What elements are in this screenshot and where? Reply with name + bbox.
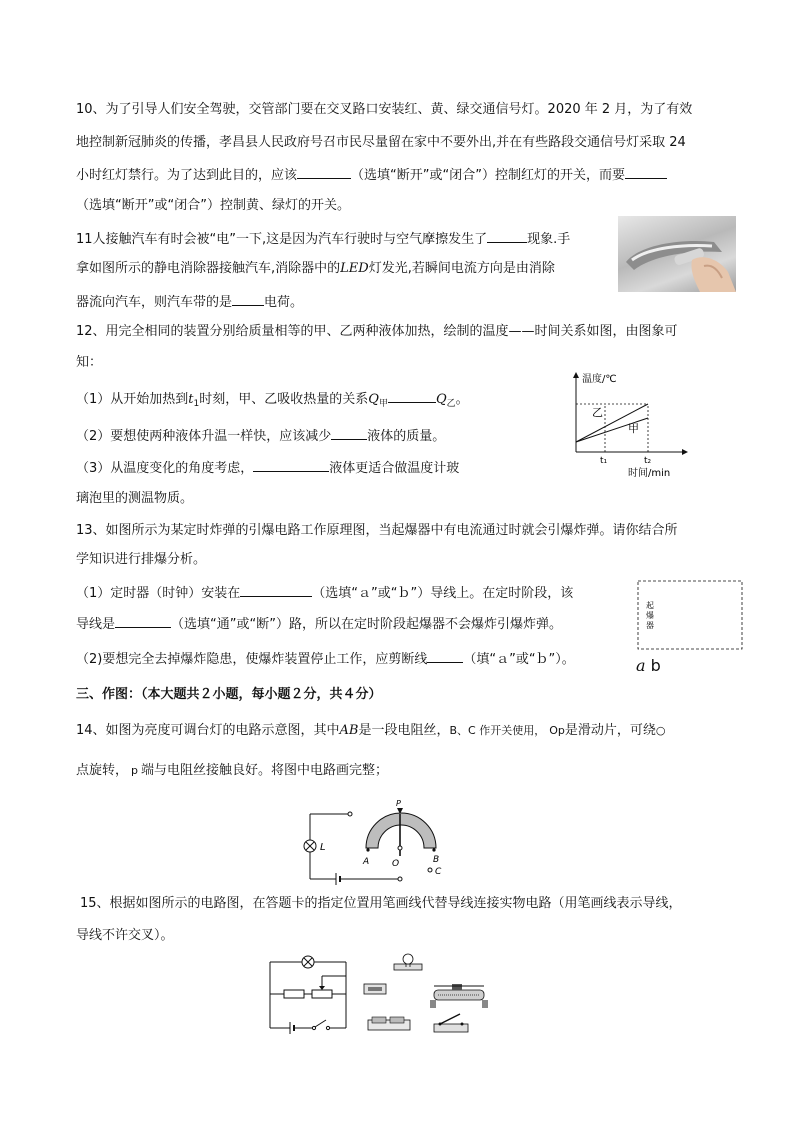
battery-pack-component <box>368 1017 410 1030</box>
q12-text-1a: （1）从开始加热到 <box>76 392 189 407</box>
q11-line-3 <box>76 291 303 313</box>
q11-text-2b: 灯发光,若瞬间电流方向是由消除 <box>368 261 555 276</box>
q-jia-symbol: Q <box>368 392 379 407</box>
p-symbol: p <box>131 764 138 777</box>
detonator-label-1: 起 <box>646 601 654 610</box>
q12-text-3b: 液体更适合做温度计玻 <box>329 461 460 476</box>
wire-b-label: b <box>650 656 661 675</box>
q12-text-3a: （3）从温度变化的角度考虑， <box>76 461 254 476</box>
q10-blank-2 <box>625 164 667 179</box>
fixed-resistor-symbol <box>284 990 304 998</box>
q12-blank-3 <box>253 457 329 472</box>
q15-physical-components <box>360 950 496 1038</box>
terminal-a <box>366 848 369 851</box>
q13-part-1 <box>76 582 573 604</box>
temperature-time-graph <box>562 370 690 480</box>
q15-line-1: 15、根据如图所示的电路图，在答题卡的指定位置用笔画线代替导线连接实物电路（用笔画线表示导线， <box>80 896 682 911</box>
lamp-symbol <box>636 656 661 675</box>
q13-line-2: 学知识进行排爆分析。 <box>76 552 207 567</box>
q12-text-2a: （2）要想使两种液体升温一样快，应该减少 <box>76 429 332 444</box>
terminal-b-label: B <box>433 855 440 865</box>
q12-part-1 <box>76 388 469 414</box>
q13-part-2 <box>76 648 575 670</box>
q13-blank-3 <box>427 648 463 663</box>
terminal-bottom <box>398 877 402 881</box>
lamp-l-label: L <box>320 842 326 853</box>
detonator-label-3: 器 <box>646 621 654 630</box>
dimmer-lamp-circuit <box>296 790 456 890</box>
q12-text-2b: 液体的质量。 <box>367 429 446 444</box>
battery-symbol <box>636 656 661 675</box>
q12-line-2: 知： <box>76 355 103 370</box>
q11-blank-2 <box>232 291 264 306</box>
fixed-resistor-component <box>364 984 386 994</box>
graph-series-jia-label: 甲 <box>628 422 639 435</box>
q13-blank-1 <box>240 582 312 597</box>
q10-line-2: 地控制新冠肺炎的传播，孝昌县人民政府号召市民尽量留在家中不要外出,并在有些路段交通信号灯采取 24 <box>76 135 686 150</box>
q12-part-3 <box>76 457 459 479</box>
q13-text-1a: （1）定时器（时钟）安装在 <box>76 586 241 601</box>
t1-symbol: t <box>188 392 194 407</box>
q11-text-3a: 器流向汽车，则汽车带的是 <box>76 295 233 310</box>
terminal-b <box>432 848 435 851</box>
rheostat-symbol <box>312 990 332 998</box>
q12-part-3-cont: 璃泡里的测温物质。 <box>76 491 194 506</box>
terminal-c-label: C <box>435 867 442 877</box>
q13-text-2a: （2)要想完全去掉爆炸隐患，使爆炸装置停止工作，应剪断线 <box>76 652 428 667</box>
q12-text-1b: 时刻，甲、乙吸收热量的关系 <box>199 392 369 407</box>
q13-line-1: 13、如图所示为某定时炸弹的引爆电路工作原理图，当起爆器中有电流通过时就会引爆炸弹。请你结合所 <box>76 523 678 538</box>
detonator-symbol <box>636 656 661 675</box>
sliding-rheostat-component <box>430 984 488 1008</box>
q15-circuit-diagram <box>264 950 354 1036</box>
q14-text-1b: 是一段电阻丝， <box>358 723 450 738</box>
q11-text-3b: 电荷。 <box>264 295 304 310</box>
wire-a <box>636 656 661 675</box>
q12-blank-1 <box>388 388 436 403</box>
graph-y-label: 温度/℃ <box>582 374 617 385</box>
q10-line-3 <box>76 164 667 186</box>
terminal-top <box>348 812 352 816</box>
graph-tick-t2: t₂ <box>644 456 652 466</box>
terminal-c <box>428 868 432 872</box>
pivot-o <box>398 846 402 850</box>
q14-text-2a: 点旋转， <box>76 763 129 778</box>
led-label: LED <box>340 261 369 276</box>
static-eliminator-photo <box>618 216 736 292</box>
q14-text-1c: B、C 作开关使用， <box>449 724 546 737</box>
q12-blank-2 <box>331 425 367 440</box>
wire-a-label: a <box>636 656 646 675</box>
q11-blank-1 <box>487 228 527 243</box>
section-3-heading: 三、作图：（本大题共２小题，每小题２分，共４分） <box>76 687 382 702</box>
q12-part-2 <box>76 425 445 447</box>
y-axis-arrow <box>573 372 579 378</box>
q-yi-subscript: 乙 <box>446 399 456 409</box>
q11-text-1a: 11人接触汽车有时会被“电”一下,这是因为汽车行驶时与空气摩擦发生了 <box>76 232 488 247</box>
op-symbol: Op <box>549 724 565 737</box>
q10-line-4: （选填“断开”或“闭合”）控制黄、绿灯的开关。 <box>76 198 350 213</box>
q-jia-subscript: 甲 <box>378 399 388 409</box>
x-axis-arrow <box>682 449 688 455</box>
q10-line-1: 10、为了引导人们安全驾驶，交管部门要在交叉路口安装红、黄、绿交通信号灯。2020 年 2 月，为了有效 <box>76 102 693 117</box>
ab-symbol: AB <box>339 723 359 738</box>
q13-text-1d: （选填“通”或“断”）路，所以在定时阶段起爆器不会爆炸引爆炸弹。 <box>171 617 562 632</box>
q10-text-3a: 小时红灯禁行。为了达到此目的，应该 <box>76 168 298 183</box>
detonator-label-2: 爆 <box>646 611 654 620</box>
q11-text-2a: 拿如图所示的静电消除器接触汽车,消除器中的 <box>76 261 341 276</box>
resistance-wire-arc <box>366 813 436 848</box>
wire-b <box>636 656 661 675</box>
q13-text-1b: （选填“ａ”或“ｂ”）导线上。在定时阶段，该 <box>312 586 574 601</box>
slider-p-label: P <box>396 799 401 808</box>
q14-line-2 <box>76 761 388 781</box>
q11-line-1 <box>76 228 570 250</box>
graph-series-yi-label: 乙 <box>592 406 603 419</box>
q-yi-symbol: Q <box>435 392 447 407</box>
terminal-a-label: A <box>363 857 370 867</box>
switch-component <box>434 1014 468 1032</box>
q15-line-2: 导线不许交叉）。 <box>76 928 174 943</box>
q10-text-3b: （选填“断开”或“闭合”）控制红灯的开关，而要 <box>351 168 625 183</box>
bulb-holder-component <box>394 954 422 970</box>
o-symbol: ○ <box>655 724 666 737</box>
t1-subscript: 1 <box>193 399 200 409</box>
q11-line-2 <box>76 259 555 279</box>
q14-text-2b: 端与电阻丝接触良好。将图中电路画完整； <box>141 763 389 778</box>
q13-part-1-cont <box>76 613 562 635</box>
q14-text-1a: 14、如图为亮度可调台灯的电路示意图，其中 <box>76 723 340 738</box>
q13-text-2b: （填“ａ”或“ｂ”）。 <box>463 652 575 667</box>
q14-line-1 <box>76 721 666 741</box>
q14-text-1d: 是滑动片，可绕 <box>564 723 656 738</box>
q11-text-1b: 现象.手 <box>527 232 571 247</box>
graph-x-label: 时间/min <box>628 468 671 479</box>
q13-blank-2 <box>115 613 171 628</box>
q13-text-1c: 导线是 <box>76 617 116 632</box>
pivot-o-label: O <box>392 859 400 869</box>
q12-line-1: 12、用完全相同的装置分别给质量相等的甲、乙两种液体加热，绘制的温度——时间关系如图，由图象可 <box>76 324 678 339</box>
q12-text-1end: 。 <box>455 392 469 407</box>
q10-blank-1 <box>297 164 351 179</box>
graph-tick-t1: t₁ <box>600 456 608 466</box>
bomb-circuit-diagram <box>636 578 758 675</box>
